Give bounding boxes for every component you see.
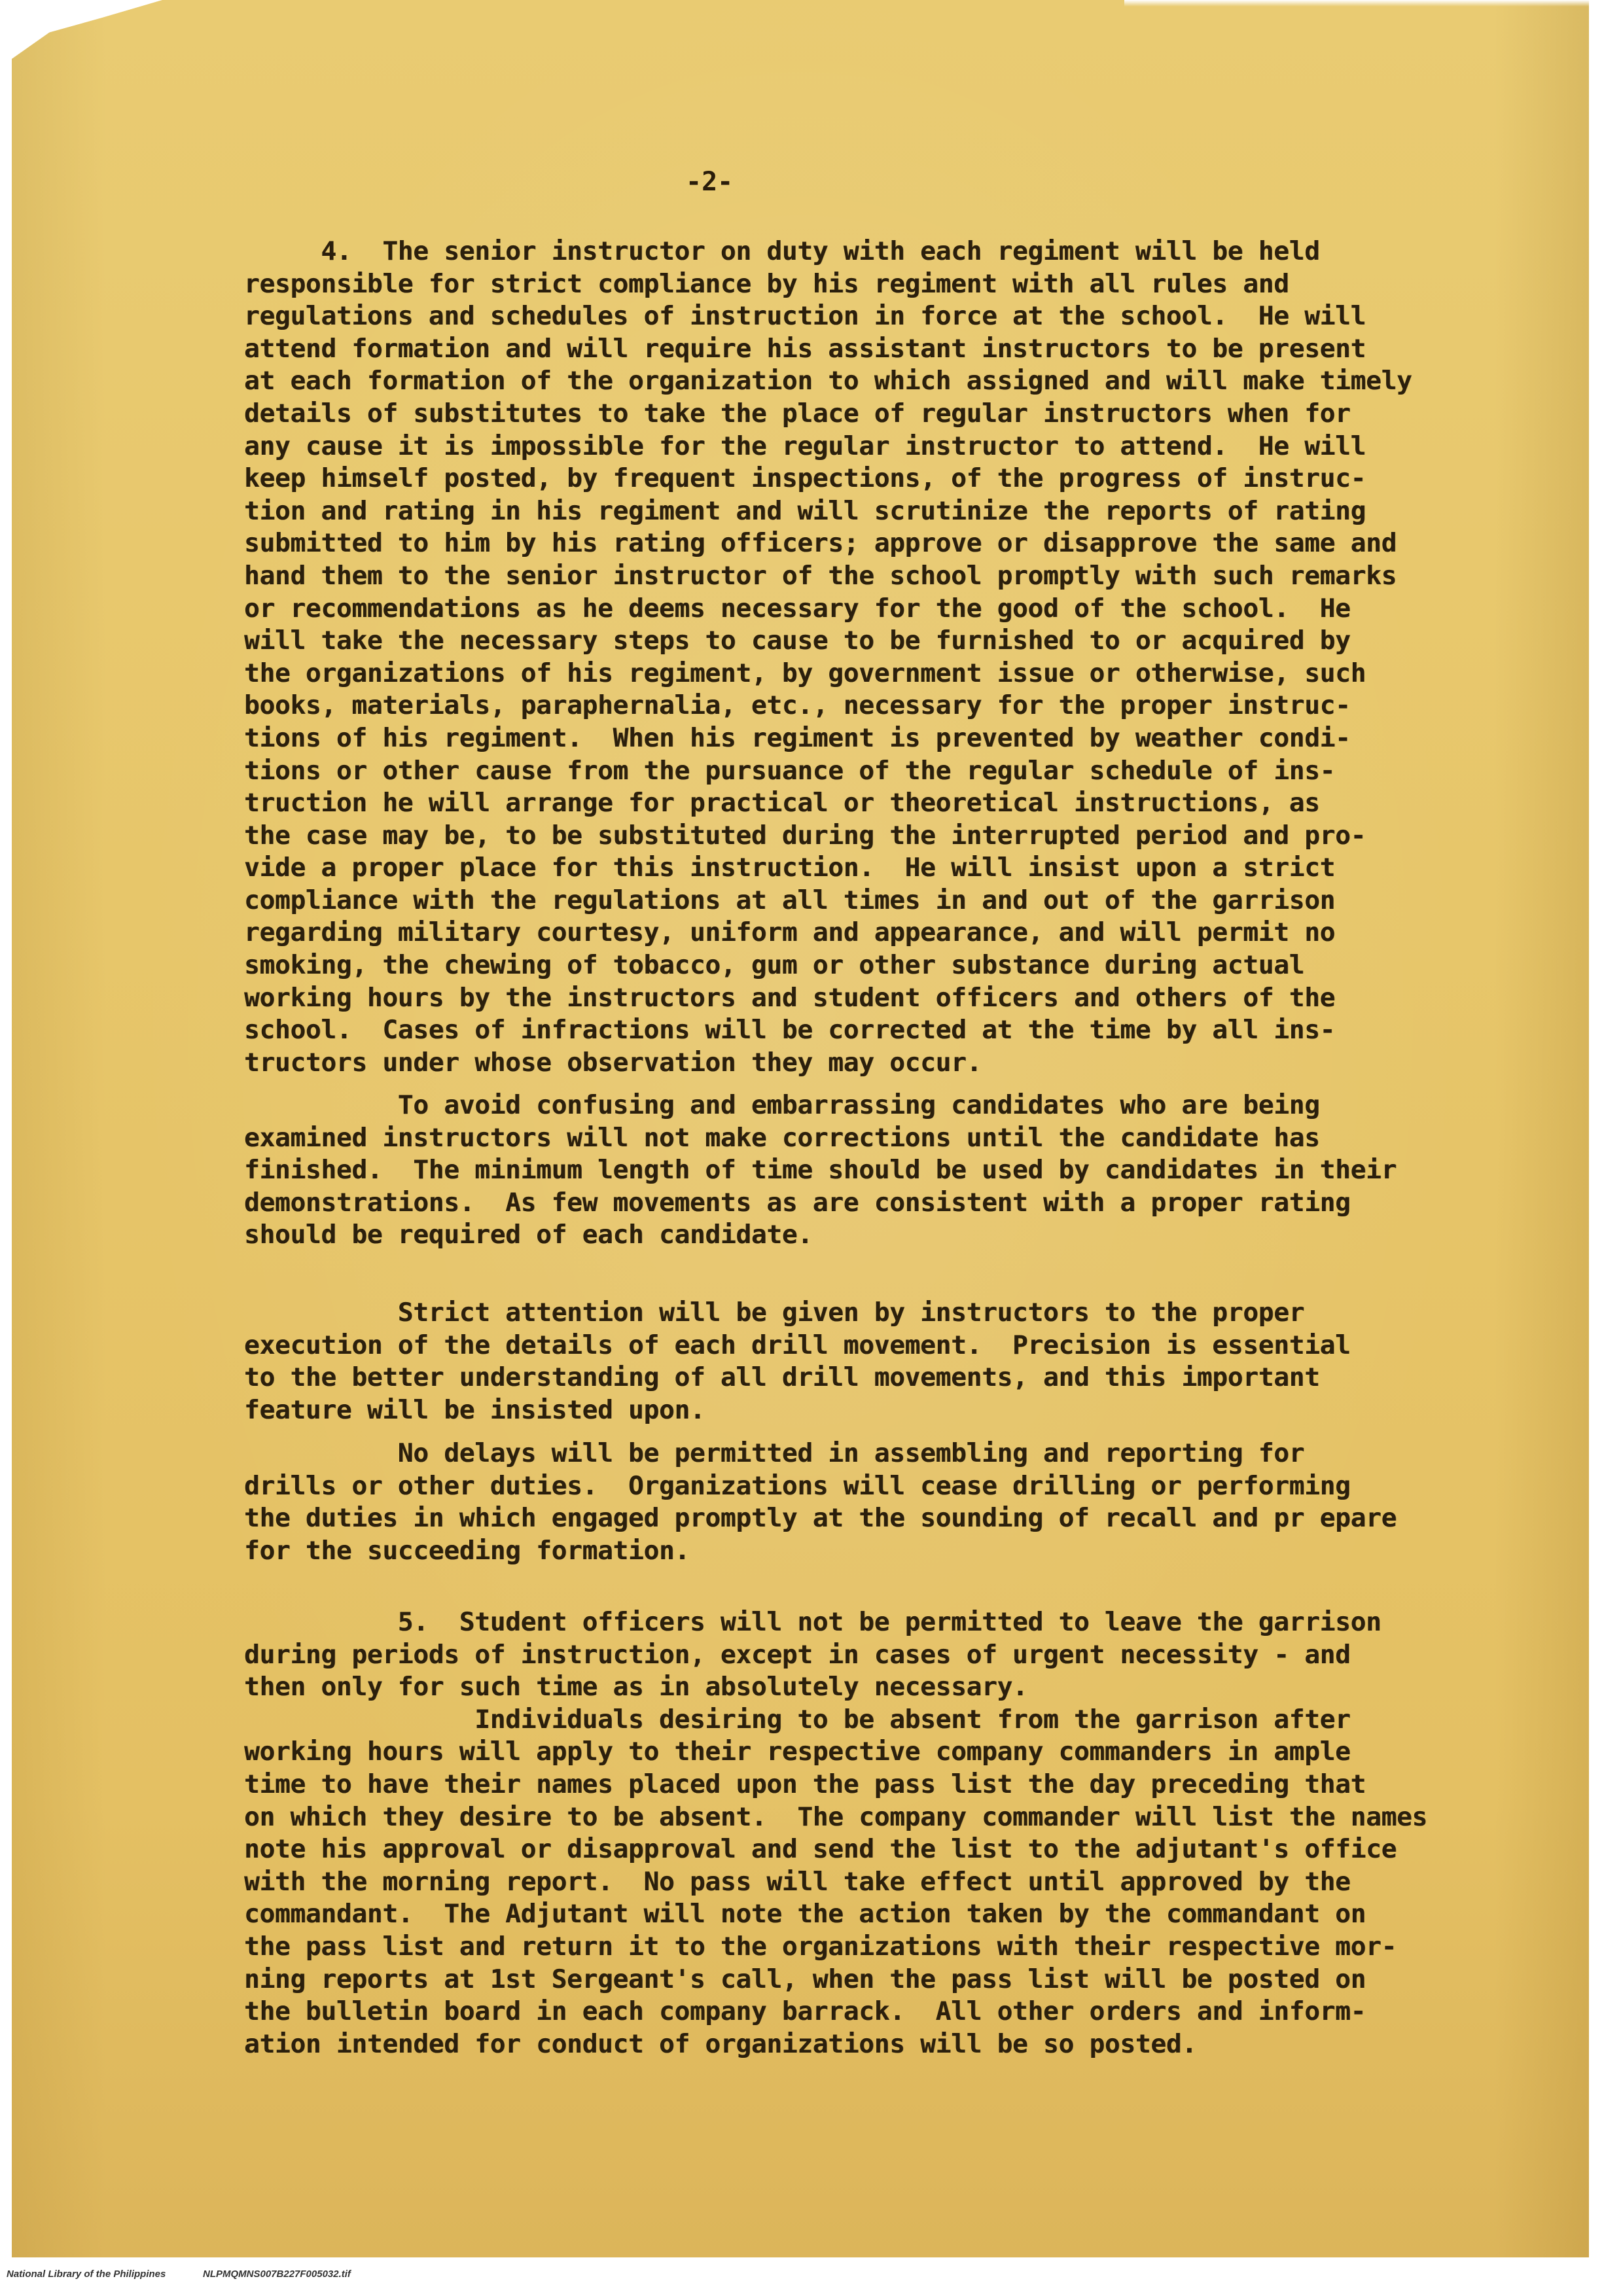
- scan-footer: [0, 2259, 1604, 2296]
- torn-corner: [12, 0, 162, 59]
- paragraph-4: 4. The senior instructor on duty with each regiment will be held responsible for strict compliance by his regiment with all rules and regulations and schedules of instruction in force at the school. He will attend formation and will require his assistant instructors to be present at each formation of the organization to which assigned and will make timely details of substitutes to take the place of regular instructors when for any cause it is impossible for the regular instructor to attend. He will keep himself posted, by frequent inspections, of the progress of instruc- tion and rating in his regiment and will scrutinize the reports of rating submitted to him by his rating officers; approve or disapprove the same and hand them to the senior instructor of the school promptly with such remarks or recommendations as he deems necessary for the good of the school. He will take the necessary steps to cause to be furnished to or acquired by the organizations of his regiment, by government issue or otherwise, such books, materials, paraphernalia, etc., necessary for the proper instruc- tions of his regiment. When his regiment is prevented by weather condi- tions or other cause from the pursuance of the regular schedule of ins- truction he will arrange for practical or theoretical instructions, as the case may be, to be substituted during the interrupted period and pro- vide a proper place for this instruction. He will insist upon a strict compliance with the regulations at all times in and out of the garrison regarding military courtesy, uniform and appearance, and will permit no smoking, the chewing of tobacco, gum or other substance during actual working hours by the instructors and student officers and others of the school. Cases of infractions will be corrected at the time by all ins- tructors under whose observation they may occur.: [244, 236, 1412, 1078]
- paragraph-no-delays: No delays will be permitted in assembling and reporting for drills or other duties. Organizations will cease drilling or performing the duties in which engaged promptly at the sounding of recall and pr epare for the succeeding formation.: [244, 1438, 1397, 1566]
- torn-edge: [1124, 0, 1589, 7]
- page-number: -2-: [686, 167, 734, 197]
- footer-library-name: National Library of the Philippines: [7, 2269, 166, 2280]
- paragraph-candidates: To avoid confusing and embarrassing candidates who are being examined instructors will not make corrections until the candidate has finished. The minimum length of time should be used by candidates in their demonstrations. As few movements as are consistent with a proper rating should be required of each candidate.: [244, 1090, 1397, 1250]
- paragraph-5: 5. Student officers will not be permitted to leave the garrison during periods of instruction, except in cases of urgent necessity - and then only for such time as in absolutely necessary. Individuals desiring to be absent from the garrison after working hours will apply to their respective company commanders in ample time to have their names placed upon the pass list the day preceding that on which they desire to be absent. The company commander will list the names note his approval or disapproval and send the list to the adjutant's office with the morning report. No pass will take effect until approved by the commandant. The Adjutant will note the action taken by the commandant on the pass list and return it to the organizations with their respective mor- ning reports at 1st Sergeant's call, when the pass list will be posted on the bulletin board in each company barrack. All other orders and inform- ation intended for conduct of organizations will be so posted.: [244, 1607, 1428, 2059]
- paragraph-drill-precision: Strict attention will be given by instructors to the proper execution of the details of each drill movement. Precision is essential to the better understanding of all drill movements, and this important feature will be insisted upon.: [244, 1298, 1351, 1425]
- footer-file-id: NLPMQMNS007B227F005032.tif: [203, 2269, 351, 2280]
- document-page: [12, 0, 1589, 2257]
